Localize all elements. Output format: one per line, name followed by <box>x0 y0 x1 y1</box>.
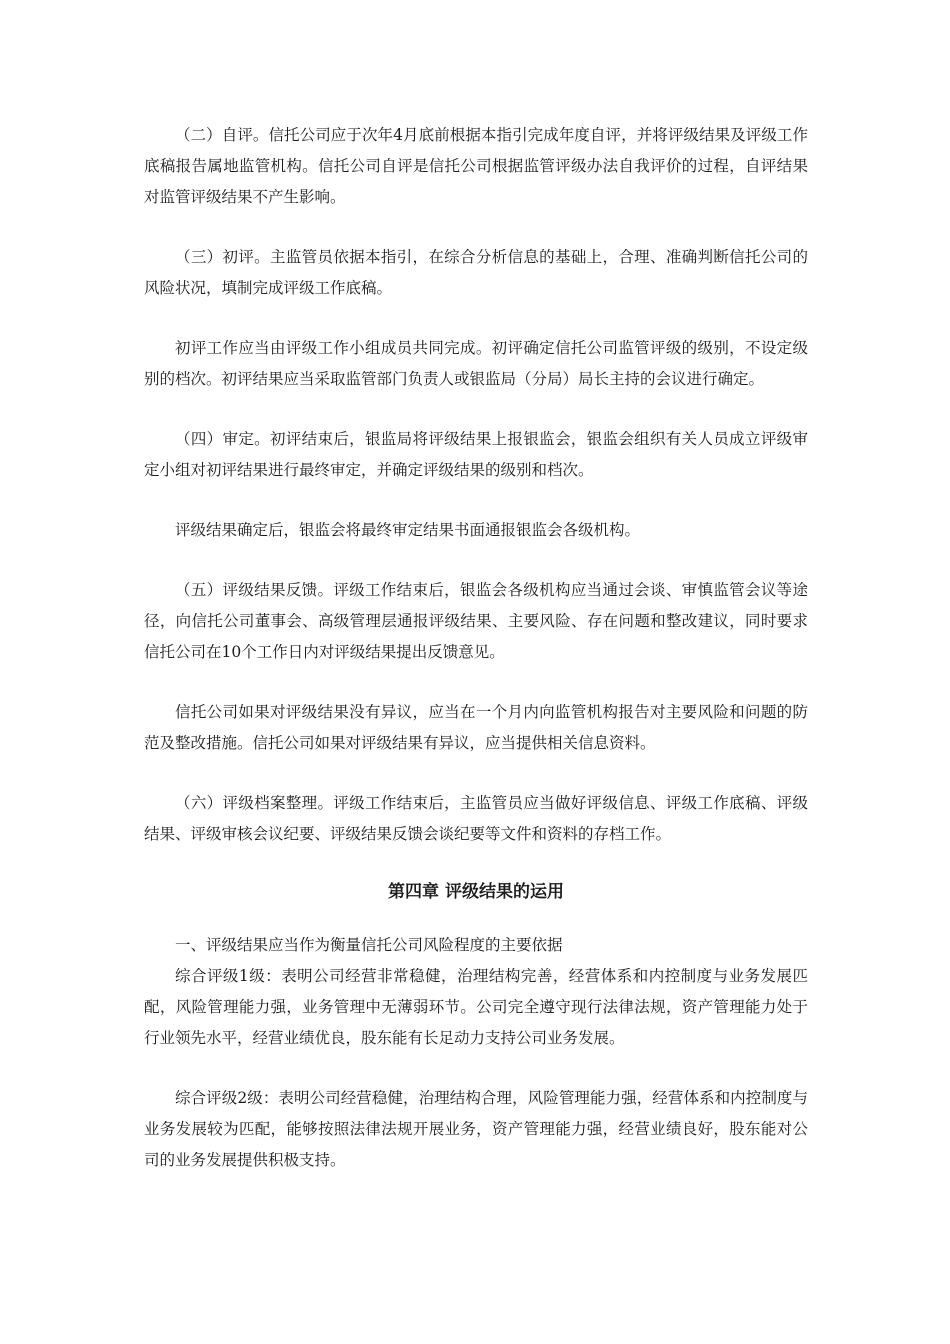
paragraph-result-feedback: （五）评级结果反馈。评级工作结束后，银监会各级机构应当通过会谈、审慎监管会议等途径，向信托公司董事会、高级管理层通报评级结果、主要风险、存在问题和整改建议，同时要求信托公司在10个工作日内对评级结果提出反馈意见。 <box>144 581 808 661</box>
document-body <box>144 120 808 1176</box>
paragraph-objection: 信托公司如果对评级结果没有异议，应当在一个月内向监管机构报告对主要风险和问题的防范及整改措施。信托公司如果对评级结果有异议，应当提供相关信息资料。 <box>144 703 808 752</box>
section-heading-one: 一、评级结果应当作为衡量信托公司风险程度的主要依据 <box>175 936 563 954</box>
chapter-title: 第四章 评级结果的运用 <box>388 882 564 902</box>
paragraph-final-review: （四）审定。初评结束后，银监局将评级结果上报银监会，银监会组织有关人员成立评级审定小组对初评结果进行最终审定，并确定评级结果的级别和档次。 <box>144 430 808 479</box>
paragraph-result-notice: 评级结果确定后，银监会将最终审定结果书面通报银监会各级机构。 <box>175 521 641 539</box>
paragraph-rating-level-2: 综合评级2级：表明公司经营稳健，治理结构合理，风险管理能力强，经营体系和内控制度与业务发展较为匹配，能够按照法律法规开展业务，资产管理能力强，经营业绩良好，股东能对公司的业务发展提供积极支持。 <box>144 1089 808 1169</box>
paragraph-preliminary-assessment: （三）初评。主监管员依据本指引，在综合分析信息的基础上，合理、准确判断信托公司的风险状况，填制完成评级工作底稿。 <box>144 248 808 297</box>
paragraph-archive: （六）评级档案整理。评级工作结束后，主监管员应当做好评级信息、评级工作底稿、评级结果、评级审核会议纪要、评级结果反馈会谈纪要等文件和资料的存档工作。 <box>144 794 808 843</box>
paragraph-self-assessment: （二）自评。信托公司应于次年4月底前根据本指引完成年度自评，并将评级结果及评级工作底稿报告属地监管机构。信托公司自评是信托公司根据监管评级办法自我评价的过程，自评结果对监管评级结果不产生影响。 <box>144 126 808 206</box>
paragraph-rating-level-1: 综合评级1级：表明公司经营非常稳健，治理结构完善，经营体系和内控制度与业务发展匹配，风险管理能力强，业务管理中无薄弱环节。公司完全遵守现行法律法规，资产管理能力处于行业领先水平，经营业绩优良，股东能有长足动力支持公司业务发展。 <box>144 967 808 1047</box>
paragraph-preliminary-work: 初评工作应当由评级工作小组成员共同完成。初评确定信托公司监管评级的级别，不设定级别的档次。初评结果应当采取监管部门负责人或银监局（分局）局长主持的会议进行确定。 <box>144 339 808 388</box>
